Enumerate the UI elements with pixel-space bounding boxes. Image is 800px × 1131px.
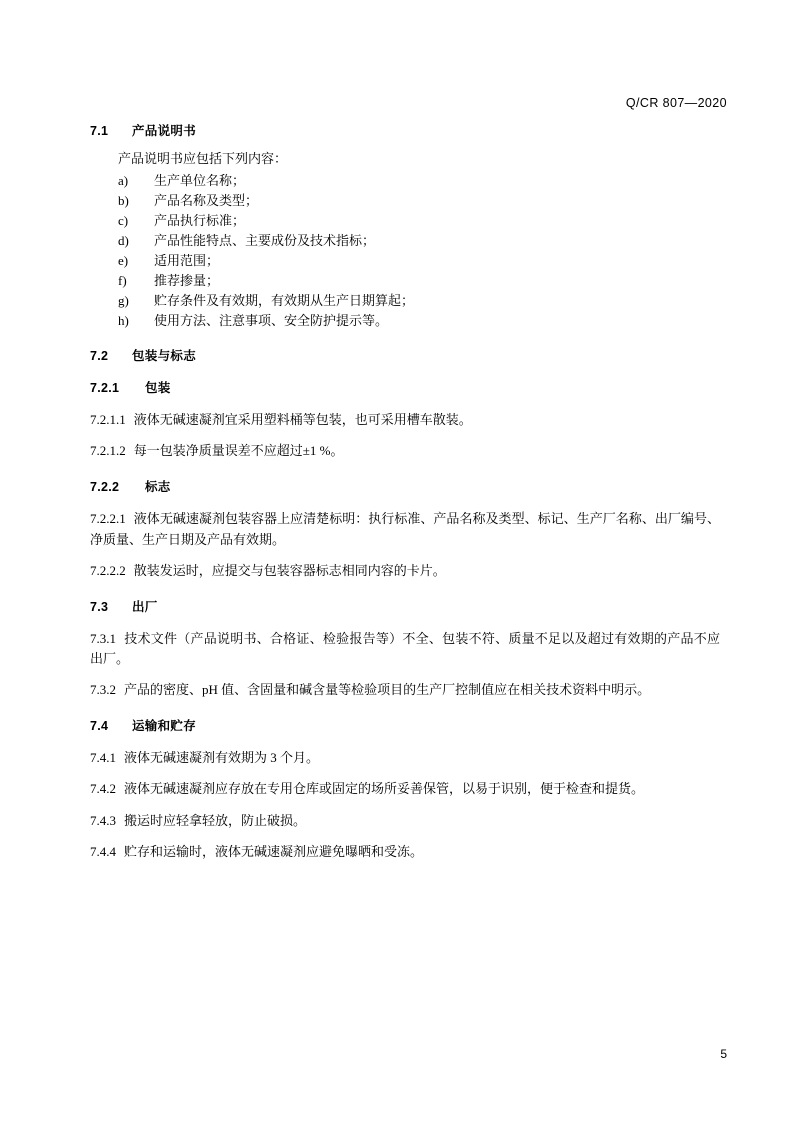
list-item-marker: c) [118,213,129,229]
list-item-marker: a) [118,173,129,188]
paragraph-7-4-2 [90,779,720,799]
list-item-label: 产品执行标准； [154,213,246,229]
list-item-label: 产品性能特点、主要成份及技术指标； [154,233,376,249]
paragraph-text: 每一包装净质量误差不应超过±1 %。 [133,443,344,459]
page-number: 5 [720,1047,727,1061]
section-number: 7.2.2 [90,480,120,495]
paragraph-7-2-2-1 [90,509,720,549]
list-item [118,231,720,251]
list-item-marker: h) [118,313,129,329]
section-number: 7.3 [90,599,109,614]
paragraph-number: 7.2.2.1 [90,511,126,527]
section-heading-7-4 [90,716,720,734]
list-item-label: 贮存条件及有效期，有效期从生产日期算起； [154,293,415,309]
section-number: 7.2.1 [90,381,120,396]
section-number: 7.2 [90,349,109,364]
paragraph-text: 贮存和运输时，液体无碱速凝剂应避免曝晒和受冻。 [124,843,424,859]
section-heading-7-2 [90,346,720,364]
list-item-marker: d) [118,233,129,249]
list-item [118,251,720,271]
section-heading-7-2-1 [90,378,720,396]
paragraph-number: 7.4.1 [90,750,116,766]
section-heading-7-2-2 [90,477,720,495]
list-item-marker: b) [118,193,129,209]
section-title: 产品说明书 [132,124,197,138]
paragraph-number: 7.2.1.2 [90,443,126,459]
section-7-1-list [118,171,720,331]
list-item-marker: f) [118,273,127,289]
page-header-standard-code: Q/CR 807—2020 [625,96,727,110]
paragraph-7-2-1-2 [90,441,720,461]
paragraph-number: 7.3.2 [90,682,116,698]
section-title: 包装 [145,381,171,396]
section-heading-7-1 [90,121,720,139]
section-number: 7.4 [90,719,109,734]
paragraph-text: 产品的密度、pH 值、含固量和碱含量等检验项目的生产厂控制值应在相关技术资料中明示。 [124,682,651,698]
list-item [118,271,720,291]
section-title: 运输和贮存 [132,719,197,734]
paragraph-number: 7.4.3 [90,812,116,828]
list-item [118,311,720,331]
section-heading-7-3 [90,597,720,615]
list-item-label: 使用方法、注意事项、安全防护提示等。 [154,313,389,329]
paragraph-7-4-4 [90,842,720,862]
list-item [118,191,720,211]
list-item-label: 适用范围； [154,253,220,269]
paragraph-7-2-1-1 [90,410,720,430]
section-7-1-lead: 产品说明书应包括下列内容： [118,151,288,166]
list-item-marker: g) [118,293,129,309]
paragraph-number: 7.2.2.2 [90,562,126,578]
paragraph-text: 散装发运时，应提交与包装容器标志相同内容的卡片。 [133,562,446,578]
list-item-label: 推荐掺量； [154,273,220,289]
paragraph-7-4-1 [90,748,720,768]
paragraph-number: 7.2.1.1 [90,412,126,428]
paragraph-text: 液体无碱速凝剂应存放在专用仓库或固定的场所妥善保管，以易于识别，便于检查和提货。 [124,781,645,797]
list-item [118,211,720,231]
paragraph-7-2-2-2 [90,561,720,581]
paragraph-7-4-3 [90,811,720,831]
list-item-label: 产品名称及类型； [154,193,259,209]
list-item [118,171,720,191]
paragraph-text: 液体无碱速凝剂包装容器上应清楚标明：执行标准、产品名称及类型、标记、生产厂名称、出厂编号、净质量、生产日期及产品有效期。 [90,511,720,547]
paragraph-text: 液体无碱速凝剂有效期为 3 个月。 [124,750,320,766]
paragraph-number: 7.4.4 [90,843,116,859]
section-title: 出厂 [132,599,158,614]
list-item [118,291,720,311]
document-body [90,121,720,873]
paragraph-number: 7.3.1 [90,630,116,646]
paragraph-number: 7.4.2 [90,781,116,797]
section-7-1-body [90,148,720,331]
section-title: 包装与标志 [132,349,197,364]
paragraph-7-3-2 [90,680,720,700]
paragraph-text: 技术文件（产品说明书、合格证、检验报告等）不全、包装不符、质量不足以及超过有效期的产品不应出厂。 [90,630,720,666]
section-number: 7.1 [90,124,109,138]
paragraph-text: 液体无碱速凝剂宜采用塑料桶等包装，也可采用槽车散装。 [133,412,472,428]
list-item-marker: e) [118,253,129,269]
paragraph-7-3-1 [90,629,720,669]
paragraph-text: 搬运时应轻拿轻放，防止破损。 [124,812,307,828]
list-item-label: 生产单位名称； [154,173,246,188]
section-title: 标志 [145,480,171,495]
